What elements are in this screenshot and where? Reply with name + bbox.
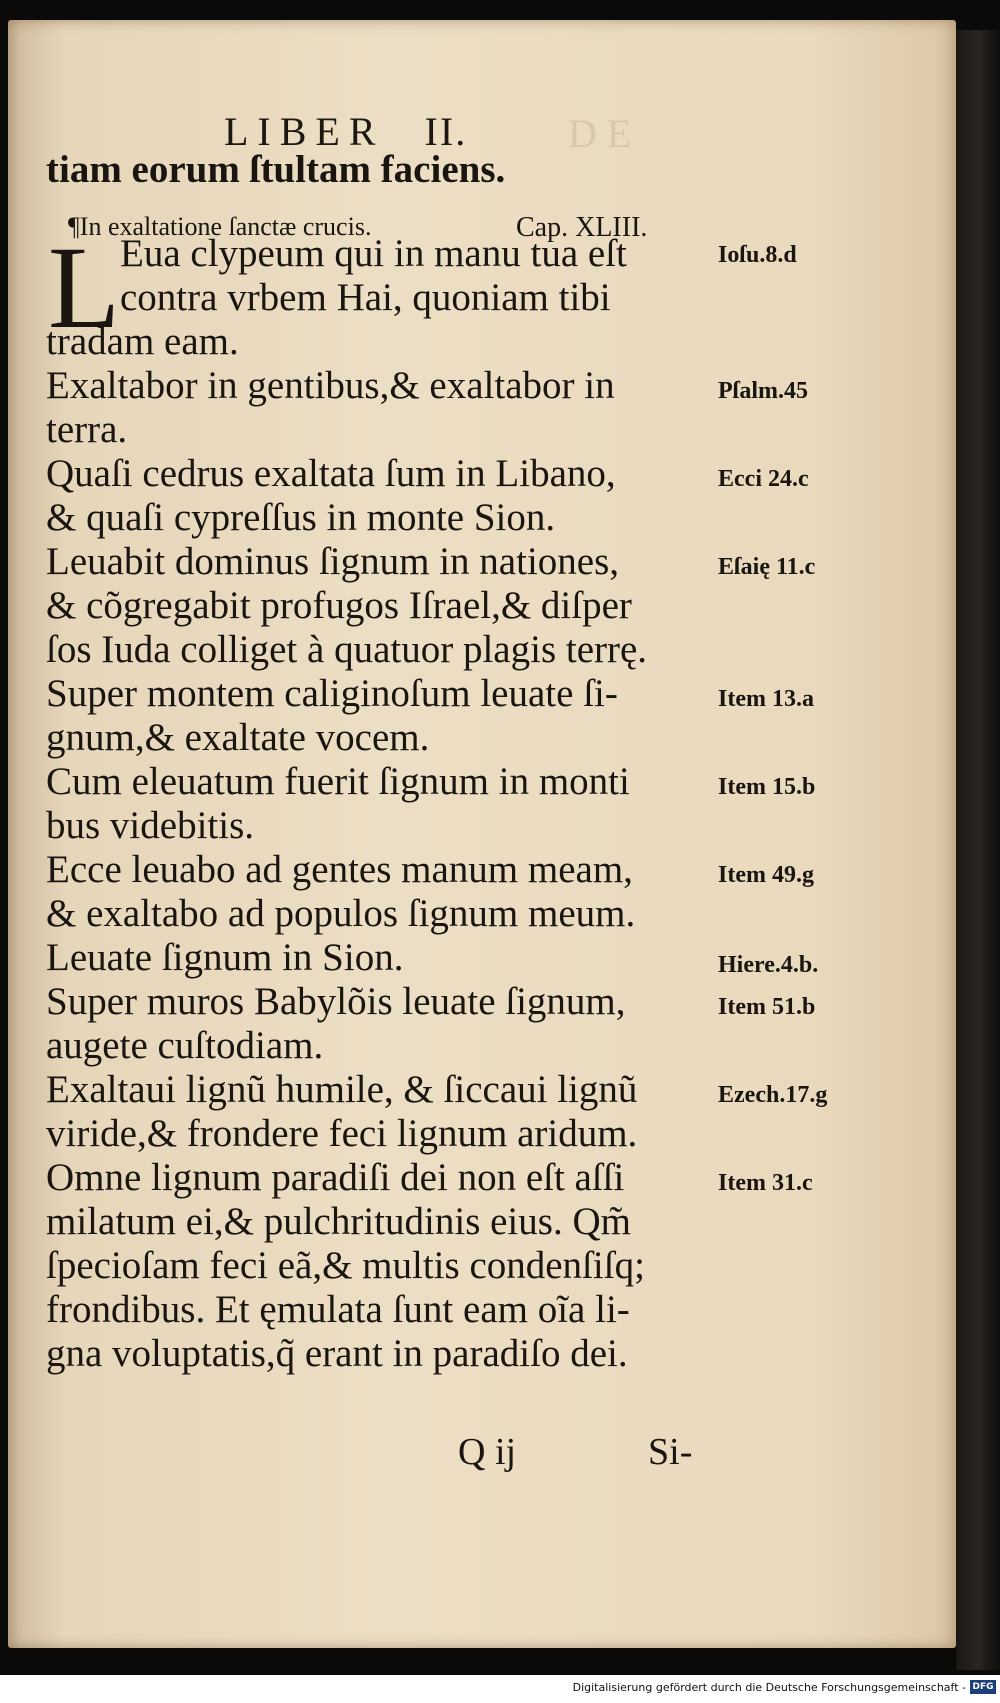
header-number: II. (424, 109, 468, 154)
chapter-label: Cap. XLIII. (516, 212, 648, 243)
text-line-15: Ecce leuabo ad gentes manum meam, (46, 848, 633, 891)
text-line-16: & exaltabo ad populos ſignum meum. (46, 892, 636, 935)
text-line-11: Super montem caliginoſum leuate ſi- (46, 672, 618, 715)
digitization-footer (0, 1675, 1000, 1703)
margin-ref: Hiere.4.b. (718, 952, 819, 978)
text-line-26: gna voluptatis,q̃ erant in paradiſo dei. (46, 1332, 628, 1375)
text-line-4: Exaltabor in gentibus,& exaltabor in (46, 364, 615, 407)
text-line-22: Omne lignum paradiſi dei non eſt aſſi (46, 1156, 625, 1199)
margin-ref: Item 51.b (718, 994, 816, 1020)
signature-mark: Q ij (458, 1431, 517, 1473)
text-line-6: Quaſi cedrus exaltata ſum in Libano, (46, 452, 616, 495)
text-line-19: augete cuſtodiam. (46, 1024, 324, 1067)
margin-ref: Item 13.a (718, 686, 814, 712)
margin-ref: Pſalm.45 (718, 378, 808, 404)
text-line-9: & cõgregabit profugos Iſrael,& diſper (46, 584, 632, 627)
dfg-logo: DFG (970, 1680, 996, 1694)
text-line-25: frondibus. Et ęmulata ſunt eam oĩa li- (46, 1288, 630, 1331)
text-line-3: tradam eam. (46, 320, 239, 363)
text-line-2: contra vrbem Hai, quoniam tibi (120, 276, 611, 319)
opening-line: tiam eorum ſtultam faciens. (46, 148, 506, 191)
text-line-1: Eua clypeum qui in manu tua eſt (120, 232, 627, 275)
footer-credit: Digitalisierung gefördert durch die Deutsche Forschungsgemeinschaft - (572, 1681, 966, 1694)
text-line-17: Leuate ſignum in Sion. (46, 936, 404, 979)
margin-ref: Ezech.17.g (718, 1082, 828, 1108)
margin-ref: Item 15.b (718, 774, 816, 800)
text-line-21: viride,& frondere feci lignum aridum. (46, 1112, 638, 1155)
text-line-7: & quaſi cypreſſus in monte Sion. (46, 496, 556, 539)
text-line-13: Cum eleuatum fuerit ſignum in monti (46, 760, 630, 803)
text-line-18: Super muros Babylõis leuate ſignum, (46, 980, 626, 1023)
text-line-14: bus videbitis. (46, 804, 255, 847)
text-line-20: Exaltaui lignũ humile, & ſiccaui lignũ (46, 1068, 638, 1111)
text-line-23: milatum ei,& pulchritudinis eius. Qm̃ (46, 1200, 631, 1243)
margin-ref: Item 49.g (718, 862, 814, 888)
text-line-10: ſos Iuda colliget à quatuor plagis terrę. (46, 628, 648, 671)
margin-ref: Ioſu.8.d (718, 242, 797, 268)
margin-ref: Ecci 24.c (718, 466, 809, 492)
book-page (8, 20, 956, 1648)
drop-cap: L (48, 222, 121, 353)
show-through-text: D E (568, 111, 632, 156)
section-heading-text: ¶In exaltatione ſanctæ crucis. (68, 212, 372, 241)
text-line-24: ſpecioſam feci eã,& multis condenſiſq; (46, 1244, 645, 1287)
margin-ref: Eſaię 11.c (718, 554, 816, 580)
text-line-12: gnum,& exaltate vocem. (46, 716, 430, 759)
text-line-5: terra. (46, 408, 128, 451)
catchword: Si- (648, 1431, 693, 1473)
header-title: LIBER (224, 109, 385, 154)
page-edge-shadow (956, 30, 1000, 1670)
text-line-8: Leuabit dominus ſignum in nationes, (46, 540, 620, 583)
margin-ref: Item 31.c (718, 1170, 813, 1196)
